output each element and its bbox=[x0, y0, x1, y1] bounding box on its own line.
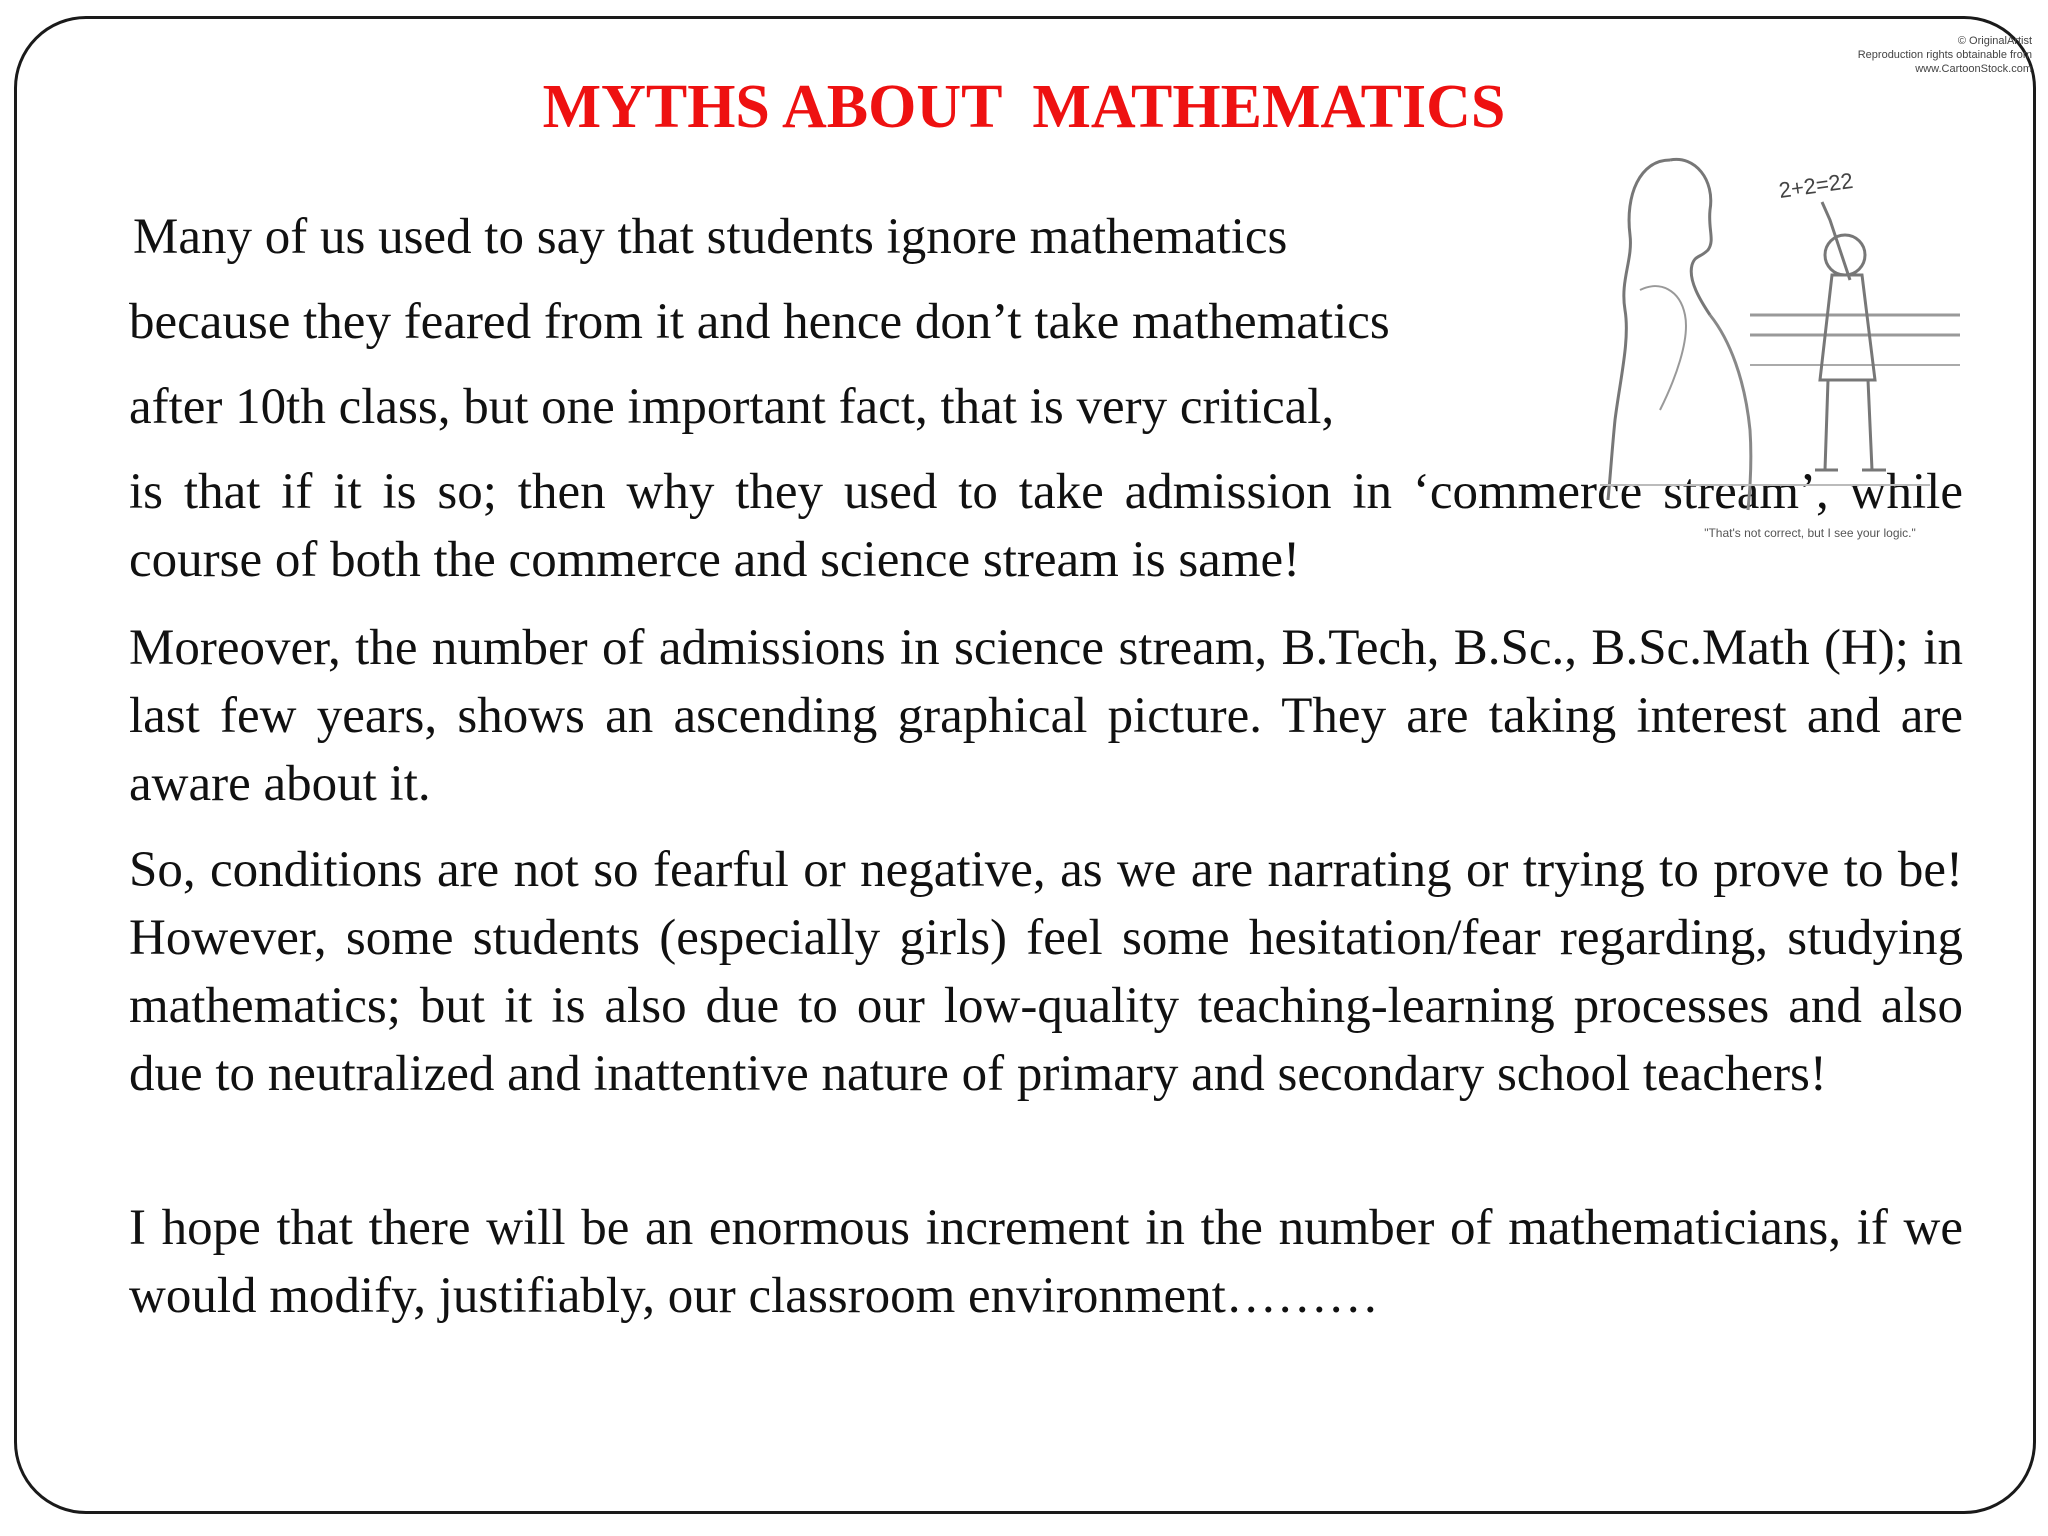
cartoon-caption: "That's not correct, but I see your logic." bbox=[1704, 526, 1916, 540]
paragraph-2: Moreover, the number of admissions in science stream, B.Tech, B.Sc., B.Sc.Math (H); in last few years, shows an ascending graphical picture. They are taking interest and are aware about it. bbox=[129, 620, 1963, 812]
credit-line-1: © OriginalArtist bbox=[1957, 35, 2032, 47]
paragraph-1-line-4: is that if it is so; then why they used to take admission in ‘commerce stream’, while course of both the commerce and science stream is same! bbox=[129, 464, 1963, 588]
board-equation: 2+2=22 bbox=[1777, 167, 1855, 203]
slide-title: MYTHS ABOUT MATHEMATICS bbox=[542, 73, 1506, 141]
paragraph-1-line-1: Many of us used to say that students ignore mathematics bbox=[133, 209, 1288, 265]
teacher-arm-outline bbox=[1640, 286, 1686, 410]
teacher-body-outline bbox=[1710, 315, 1751, 510]
teacher-hair-outline bbox=[1608, 160, 1670, 500]
paragraph-1-line-3: after 10th class, but one important fact, that is very critical, bbox=[129, 379, 1335, 435]
paragraph-4: I hope that there will be an enormous increment in the number of mathematicians, if we would modify, justifiably, our classroom environment……… bbox=[129, 1200, 1963, 1324]
paragraph-3: So, conditions are not so fearful or negative, as we are narrating or trying to prove to be! However, some students (especially girls) feel some hesitation/fear regarding, studying mathematics; but it is also due to our low-quality teaching-learning processes and also due to neutralized and inattentive nature of primary and secondary school teachers! bbox=[129, 842, 1963, 1102]
teacher-face-outline bbox=[1670, 159, 1711, 315]
paragraph-1-line-2: because they feared from it and hence don’t take mathematics bbox=[129, 294, 1390, 350]
teacher-student-cartoon bbox=[1600, 140, 1960, 560]
credit-line-3: www.CartoonStock.com bbox=[1915, 63, 2032, 75]
student-legs bbox=[1825, 380, 1872, 470]
student-arm-raised bbox=[1822, 202, 1850, 280]
cartoon-credit bbox=[1770, 34, 2032, 76]
credit-line-2: Reproduction rights obtainable from bbox=[1857, 49, 2032, 61]
